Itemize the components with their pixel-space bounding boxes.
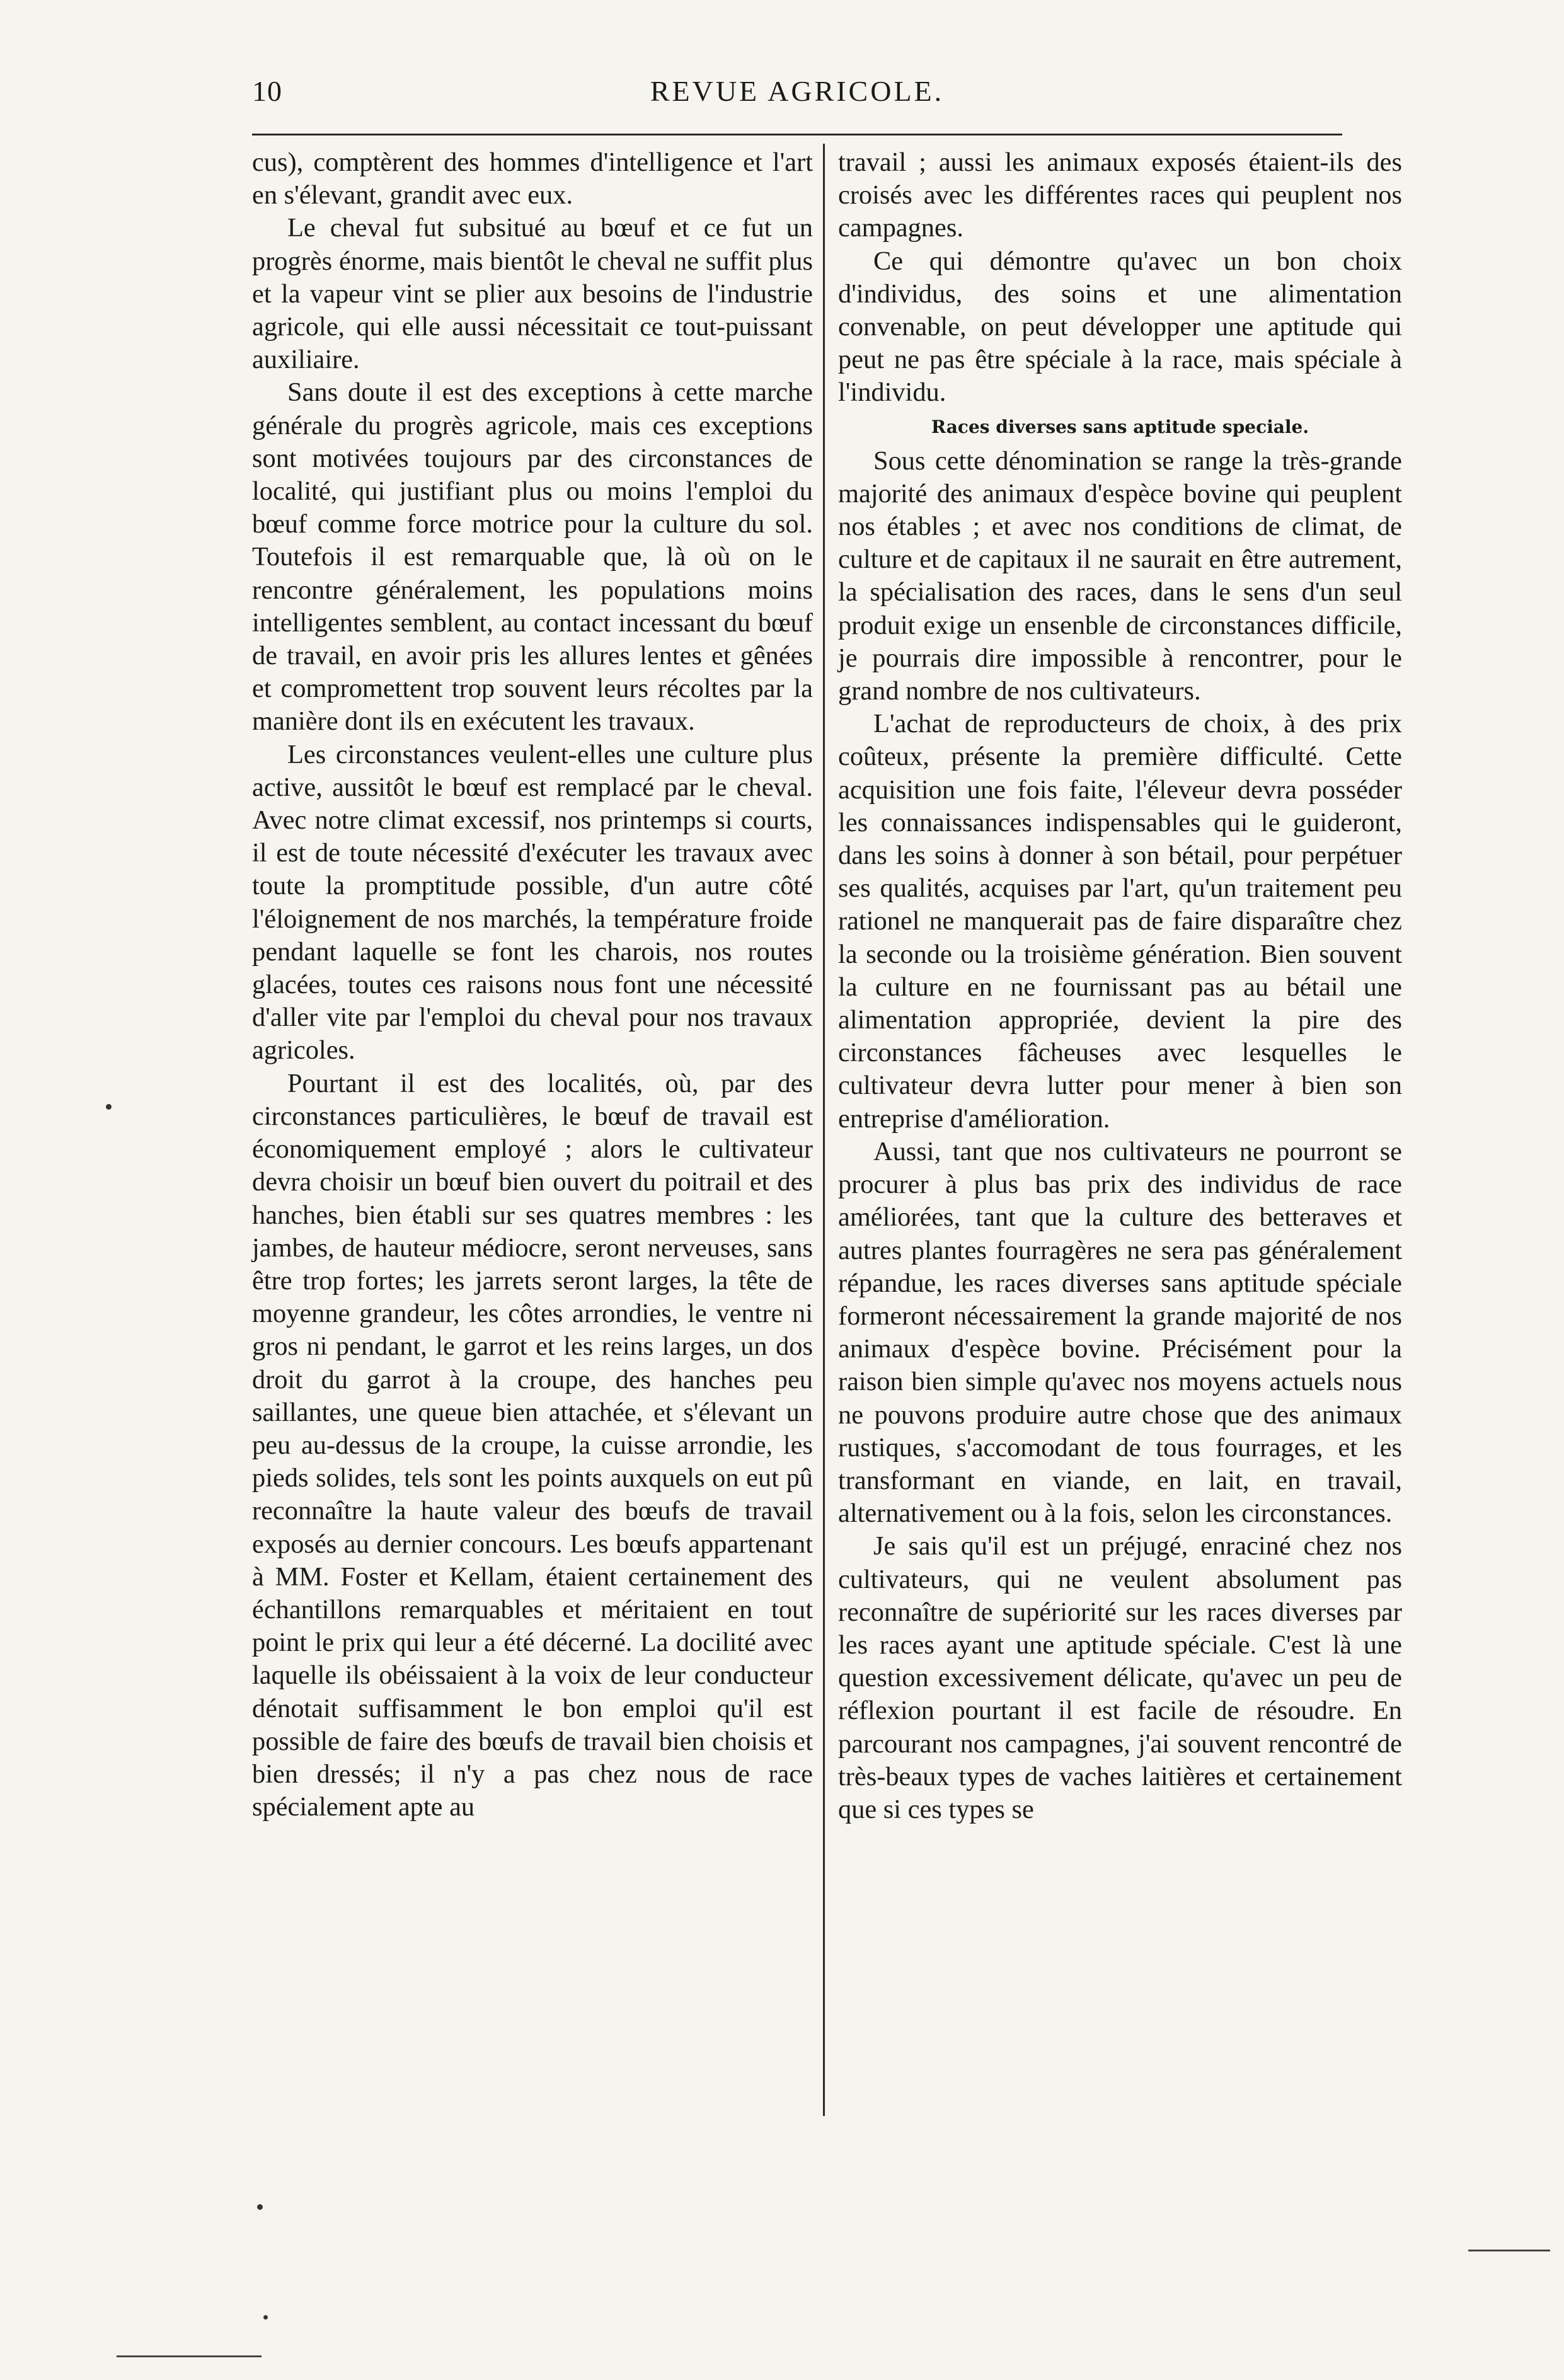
page-header xyxy=(252,74,1342,118)
section-heading: Races diverses sans aptitude speciale. xyxy=(931,416,1309,437)
paragraph: Les circonstances veulent-elles une culture plus active, aussitôt le bœuf est remplacé par le cheval. Avec notre climat excessif, nos printemps si courts, il est de toute nécessité d'exécuter les travaux avec toute la promptitude possible, d'un autre côté l'éloignement de nos marchés, la température froide pendant laquelle se font les charois, nos routes glacées, toutes ces raisons nous font une nécessité d'aller vite par l'emploi du cheval pour nos travaux agricoles. xyxy=(252,739,813,1066)
scan-mark xyxy=(1468,2250,1550,2251)
paragraph: Le cheval fut subsitué au bœuf et ce fut un progrès énorme, mais bientôt le cheval ne suffit plus et la vapeur vint se plier aux besoins de l'industrie agricole, qui elle aussi nécessitait ce tout-puissant auxiliaire. xyxy=(252,213,813,375)
paragraph: Aussi, tant que nos cultivateurs ne pourront se procurer à plus bas prix des individus de race améliorées, tant que la culture des betteraves et autres plantes fourragères ne sera pas généralement répandue, les races diverses sans aptitude spéciale formeront nécessairement la grande majorité de nos animaux d'espèce bovine. Précisément pour la raison bien simple qu'avec nos moyens actuels nous ne pouvons produire autre chose que des animaux rustiques, s'accomodant de tous fourrages, et les transformant en viande, en lait, en travail, alternativement ou à la fois, selon les circonstances. xyxy=(838,1136,1402,1529)
right-column xyxy=(838,146,1402,1826)
header-rule xyxy=(252,134,1342,135)
column-divider xyxy=(823,144,825,2116)
paragraph: Ce qui démontre qu'avec un bon choix d'individus, des soins et une alimentation convenable, on peut développer une aptitude qui peut ne pas être spéciale à la race, mais spéciale à l'individu. xyxy=(838,246,1402,408)
scan-speck xyxy=(106,1104,112,1110)
paragraph: Sans doute il est des exceptions à cette marche générale du progrès agricole, mais ces exceptions sont motivées toujours par des circonstances de localité, qui justifiant plus ou moins l'emploi du bœuf comme force motrice pour la culture du sol. Toutefois il est remarquable que, là où on le rencontre généralement, les populations moins intelligentes semblent, au contact incessant du bœuf de travail, en avoir pris les allures lentes et gênées et compromettent trop souvent leurs récoltes par la manière dont ils en exécutent les travaux. xyxy=(252,377,813,737)
paragraph: Pourtant il est des localités, où, par des circonstances particulières, le bœuf de travail est économiquement employé ; alors le cultivateur devra choisir un bœuf bien ouvert du poitrail et des hanches, bien établi sur ses quatres membres : les jambes, de hauteur médiocre, seront nerveuses, sans être trop fortes; les jarrets seront larges, la tête de moyenne grandeur, les côtes arrondies, le ventre ni gros ni pendant, le garrot et les reins larges, un dos droit du garrot à la croupe, des hanches peu saillantes, une queue bien attachée, et s'élevant un peu au-dessus de la croupe, la cuisse arrondie, les pieds solides, tels sont les points auxquels on eut pû reconnaître la haute valeur des bœufs de travail exposés au dernier concours. Les bœufs appartenant à MM. Foster et Kellam, étaient certainement des échantillons remarquables et méritaient en tout point le prix qui leur a été décerné. La docilité avec laquelle ils obéissaient à la voix de leur conducteur dénotait suffisamment le bon emploi qu'il est possible de faire des bœufs de travail bien choisis et bien dressés; il n'y a pas chez nous de race spécialement apte au xyxy=(252,1068,813,1822)
paragraph: Je sais qu'il est un préjugé, enraciné chez nos cultivateurs, qui ne veulent absolument pas reconnaître de supériorité sur les races diverses par les races ayant une aptitude spéciale. C'est là une question excessivement délicate, qu'avec un peu de réflexion pourtant il est facile de résoudre. En parcourant nos campagnes, j'ai souvent rencontré de très-beaux types de vaches laitières et certainement que si ces types se xyxy=(838,1531,1402,1824)
paragraph: cus), comptèrent des hommes d'intelligence et l'art en s'élevant, grandit avec eux. xyxy=(252,147,813,210)
page-number: 10 xyxy=(252,75,282,107)
scan-mark xyxy=(117,2355,262,2357)
scan-speck xyxy=(263,2315,268,2320)
paragraph: Sous cette dénomination se range la très-grande majorité des animaux d'espèce bovine qui peuplent nos étables ; et avec nos conditions de climat, de culture et de capitaux il ne saurait en être autrement, la spécialisation des races, dans le sens d'un seul produit exige un ensenble de circonstances difficile, je pourrais dire impossible à rencontrer, pour le grand nombre de nos cultivateurs. xyxy=(838,446,1402,706)
scan-speck xyxy=(257,2204,263,2210)
paragraph: L'achat de reproducteurs de choix, à des prix coûteux, présente la première difficulté. Cette acquisition une fois faite, l'éleveur devra posséder les connaissances indispensables qui le guideront, dans les soins à donner à son bétail, pour perpétuer ses qualités, acquises par l'art, qu'un traitement peu rationel ne manquerait pas de faire disparaître chez la seconde ou la troisième génération. Bien souvent la culture en ne fournissant pas au bétail une alimentation appropriée, devient la pire des circonstances fâcheuses avec lesquelles le cultivateur devra lutter pour mener à bien son entreprise d'amélioration. xyxy=(838,709,1402,1134)
paragraph: travail ; aussi les animaux exposés étaient-ils des croisés avec les différentes races qui peuplent nos campagnes. xyxy=(838,147,1402,243)
running-title: REVUE AGRICOLE. xyxy=(650,75,945,107)
left-column xyxy=(252,146,813,1824)
